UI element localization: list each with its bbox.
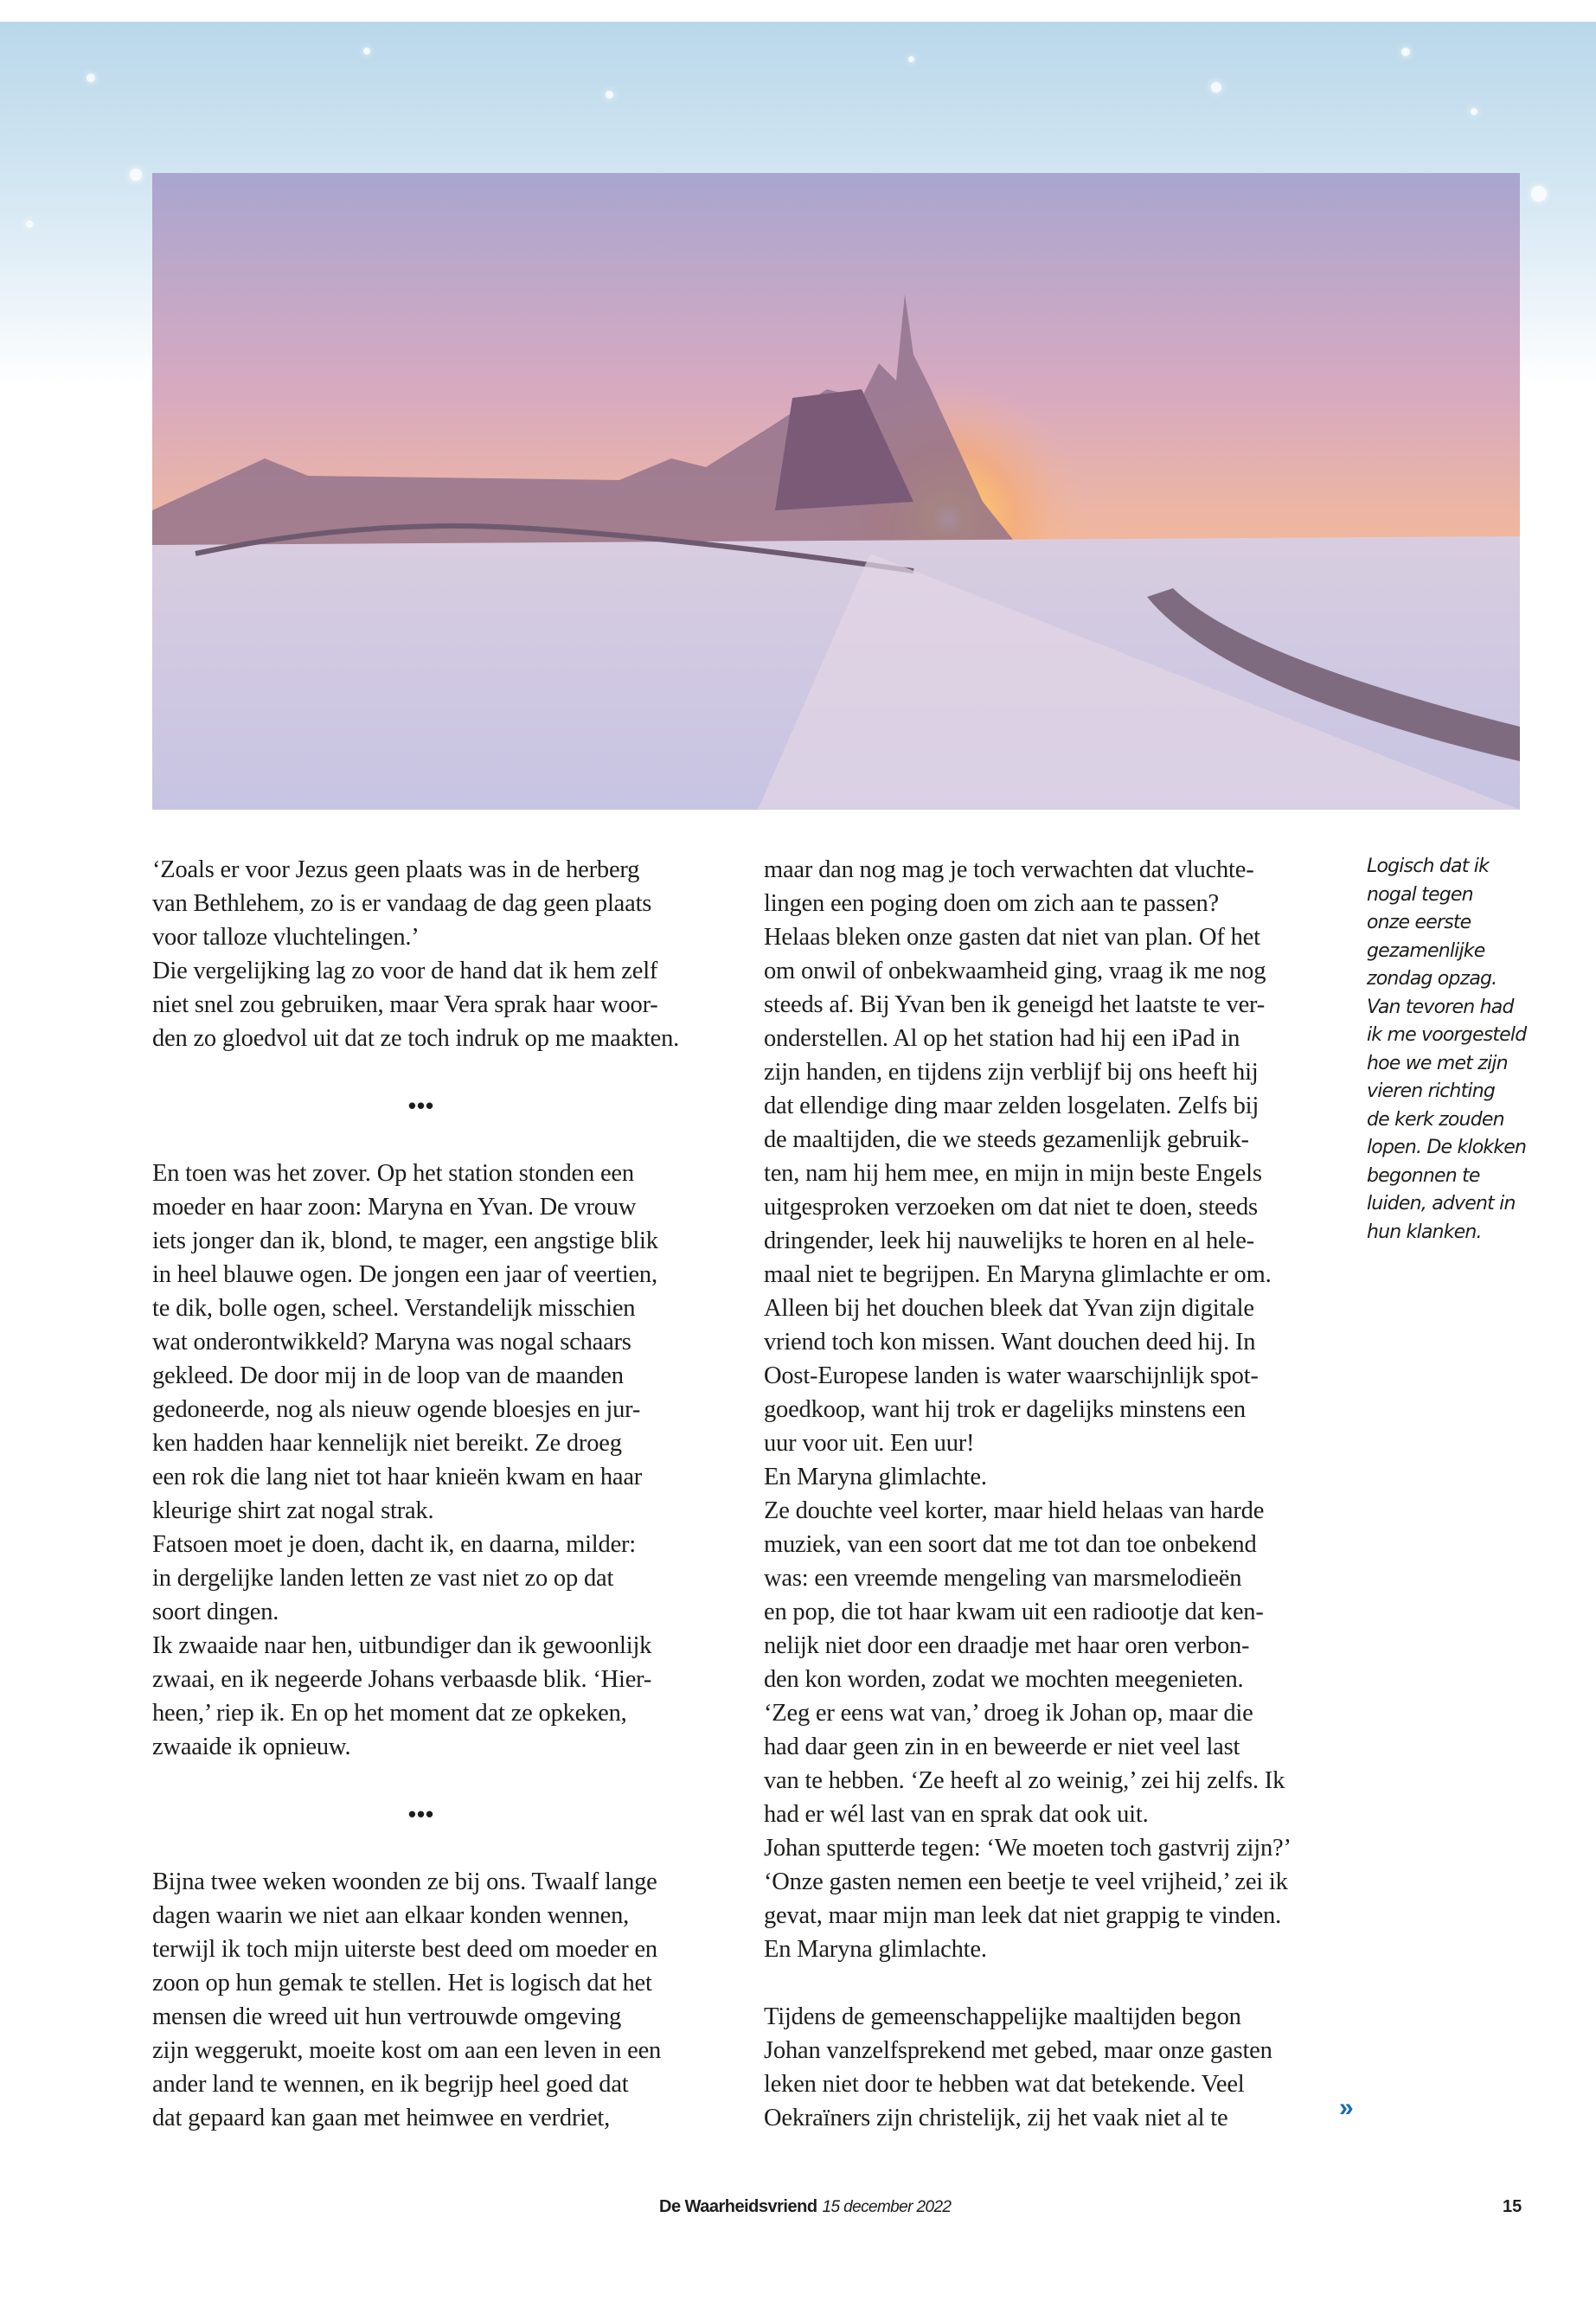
text-line: Alleen bij het douchen bleek dat Yvan zijn digitale xyxy=(764,1295,1254,1322)
quote-line: lopen. De klokken xyxy=(1367,1137,1527,1158)
text-line: zwaaide ik opnieuw. xyxy=(152,1734,351,1760)
quote-line: gezamenlijke xyxy=(1367,939,1485,962)
text-line: gedoneerde, nog als nieuw ogende bloesjes en jur- xyxy=(152,1396,641,1423)
text-line: lingen een poging doen om zich aan te passen? xyxy=(764,890,1219,917)
quote-line: begonnen te xyxy=(1367,1164,1480,1187)
text-line: dringender, leek hij nauwelijks te horen en al hele- xyxy=(764,1227,1254,1254)
blank-line xyxy=(152,1055,690,1089)
text-line: Oekraïners zijn christelijk, zij het vaak niet al te xyxy=(764,2105,1228,2131)
text-line: ‘Zeg er eens wat van,’ droeg ik Johan op, maar die xyxy=(764,1700,1253,1727)
text-line: heen,’ riep ik. En op het moment dat ze opkeken, xyxy=(152,1700,627,1727)
text-line: ‘Onze gasten nemen een beetje te veel vrijheid,’ zei ik xyxy=(764,1868,1288,1895)
snowflake xyxy=(130,169,142,181)
text-line: van te hebben. ‘Ze heeft al zo weinig,’ zei hij zelfs. Ik xyxy=(764,1767,1285,1794)
text-line: van Bethlehem, zo is er vandaag de dag geen plaats xyxy=(152,890,652,917)
snowflake xyxy=(1471,108,1477,115)
page-number: 15 xyxy=(1503,2197,1522,2216)
text-line: niet snel zou gebruiken, maar Vera sprak haar woor- xyxy=(152,991,658,1018)
text-line: nelijk niet door een draadje met haar oren verbon- xyxy=(764,1632,1250,1659)
text-line: vriend toch kon missen. Want douchen deed hij. In xyxy=(764,1329,1256,1356)
text-line: En Maryna glimlachte. xyxy=(764,1936,987,1963)
footer-publication xyxy=(659,2197,951,2217)
text-line: soort dingen. xyxy=(152,1599,279,1625)
magazine-name: De Waarheidsvriend xyxy=(659,2197,817,2216)
text-line: dat gepaard kan gaan met heimwee en verdriet, xyxy=(152,2105,611,2131)
quote-line: onze eerste xyxy=(1367,912,1471,933)
text-line: Tijdens de gemeenschappelijke maaltijden begon xyxy=(764,2003,1241,2030)
blank-line xyxy=(152,1123,690,1157)
text-line: Die vergelijking lag zo voor de hand dat ik hem zelf xyxy=(152,958,658,984)
quote-line: luiden, advent in xyxy=(1367,1193,1516,1215)
text-line: terwijl ik toch mijn uiterste best deed om moeder en xyxy=(152,1936,657,1963)
snowflake xyxy=(606,91,613,99)
text-line: te dik, bolle ogen, scheel. Verstandelijk misschien xyxy=(152,1295,636,1322)
quote-line: hun klanken. xyxy=(1367,1221,1482,1243)
snowflake xyxy=(363,48,370,54)
text-line: ten, nam hij hem mee, en mijn in mijn beste Engels xyxy=(764,1160,1262,1187)
quote-line: hoe we met zijn xyxy=(1367,1052,1508,1074)
sidebar-quote xyxy=(1367,853,1526,1247)
section-separator: ••• xyxy=(407,1801,435,1827)
issue-date: 15 december 2022 xyxy=(822,2198,952,2216)
text-line: muziek, van een soort dat me tot dan toe onbekend xyxy=(764,1531,1257,1558)
text-line: maal niet te begrijpen. En Maryna glimlachte er om. xyxy=(764,1261,1272,1288)
text-line: uur voor uit. Een uur! xyxy=(764,1430,975,1457)
snowflake xyxy=(1531,186,1547,202)
text-line: En toen was het zover. Op het station stonden een xyxy=(152,1160,634,1187)
blank-line xyxy=(152,1831,690,1865)
text-line: uitgesproken verzoeken om dat niet te doen, steeds xyxy=(764,1194,1258,1221)
text-line: Ik zwaaide naar hen, uitbundiger dan ik gewoonlijk xyxy=(152,1632,652,1659)
quote-line: Logisch dat ik xyxy=(1367,856,1490,877)
text-line: Bijna twee weken woonden ze bij ons. Twaalf lange xyxy=(152,1868,657,1895)
section-separator: ••• xyxy=(407,1093,435,1118)
text-line: den zo gloedvol uit dat ze toch indruk op me maakten. xyxy=(152,1025,680,1052)
article-column-1 xyxy=(152,853,690,2135)
text-line: leken niet door te hebben wat dat betekende. Veel xyxy=(764,2071,1245,2098)
text-line: den kon worden, zodat we mochten meegenieten. xyxy=(764,1666,1244,1693)
quote-line: zondag opzag. xyxy=(1367,968,1497,990)
text-line: dat ellendige ding maar zelden losgelaten. Zelfs bij xyxy=(764,1093,1259,1119)
snowflake xyxy=(1211,82,1221,93)
text-line: wat onderontwikkeld? Maryna was nogal schaars xyxy=(152,1329,631,1356)
text-line: steeds af. Bij Yvan ben ik geneigd het laatste te ver- xyxy=(764,991,1266,1018)
text-line: Fatsoen moet je doen, dacht ik, en daarna, milder: xyxy=(152,1531,637,1558)
text-line: onderstellen. Al op het station had hij een iPad in xyxy=(764,1025,1240,1052)
text-line: Oost-Europese landen is water waarschijnlijk spot- xyxy=(764,1362,1259,1389)
text-line: in dergelijke landen letten ze vast niet zo op dat xyxy=(152,1565,614,1592)
text-line: En Maryna glimlachte. xyxy=(764,1464,987,1490)
text-line: voor talloze vluchtelingen.’ xyxy=(152,924,420,951)
article-column-2 xyxy=(764,853,1317,2135)
quote-line: nogal tegen xyxy=(1367,883,1473,906)
text-line: ander land te wennen, en ik begrijp heel goed dat xyxy=(152,2071,629,2098)
text-line: gekleed. De door mij in de loop van de maanden xyxy=(152,1362,624,1389)
blank-line xyxy=(152,1764,690,1798)
text-line: gevat, maar mijn man leek dat niet grappig te vinden. xyxy=(764,1902,1281,1929)
continue-arrow-icon: » xyxy=(1339,2093,1354,2122)
text-line: was: een vreemde mengeling van marsmelodieën xyxy=(764,1565,1242,1592)
winter-church-photo xyxy=(152,173,1520,810)
text-line: Johan sputterde tegen: ‘We moeten toch gastvrij zijn?’ xyxy=(764,1835,1292,1862)
text-line: kleurige shirt zat nogal strak. xyxy=(152,1497,434,1524)
text-line: ‘Zoals er voor Jezus geen plaats was in de herberg xyxy=(152,856,640,883)
text-line: Helaas bleken onze gasten dat niet van plan. Of het xyxy=(764,924,1260,951)
blank-line xyxy=(764,1966,1317,2000)
snowflake xyxy=(1401,48,1410,56)
quote-line: ik me voorgesteld xyxy=(1367,1024,1527,1046)
text-line: zwaai, en ik negeerde Johans verbaasde blik. ‘Hier- xyxy=(152,1666,652,1693)
text-line: had daar geen zin in en beweerde er niet veel last xyxy=(764,1734,1240,1760)
text-line: een rok die lang niet tot haar knieën kwam en haar xyxy=(152,1464,643,1490)
text-line: om onwil of onbekwaamheid ging, vraag ik me nog xyxy=(764,958,1266,984)
text-line: zijn handen, en tijdens zijn verblijf bij ons heeft hij xyxy=(764,1059,1259,1086)
text-line: zoon op hun gemak te stellen. Het is logisch dat het xyxy=(152,1970,652,1997)
text-line: de maaltijden, die we steeds gezamenlijk gebruik- xyxy=(764,1126,1249,1153)
snowflake xyxy=(87,74,95,82)
text-line: Johan vanzelfsprekend met gebed, maar onze gasten xyxy=(764,2037,1272,2064)
snowflake xyxy=(908,56,914,62)
text-line: had er wél last van en sprak dat ook uit. xyxy=(764,1801,1149,1828)
text-line: en pop, die tot haar kwam uit een radiootje dat ken- xyxy=(764,1599,1264,1625)
text-line: in heel blauwe ogen. De jongen een jaar of veertien, xyxy=(152,1261,657,1288)
quote-line: de kerk zouden xyxy=(1367,1108,1504,1131)
quote-line: Van tevoren had xyxy=(1367,996,1514,1018)
text-line: mensen die wreed uit hun vertrouwde omgeving xyxy=(152,2003,622,2030)
text-line: dagen waarin we niet aan elkaar konden wennen, xyxy=(152,1902,630,1929)
text-line: maar dan nog mag je toch verwachten dat vluchte- xyxy=(764,856,1254,883)
quote-line: vieren richting xyxy=(1367,1080,1496,1102)
text-line: ken hadden haar kennelijk niet bereikt. Ze droeg xyxy=(152,1430,622,1457)
text-line: goedkoop, want hij trok er dagelijks minstens een xyxy=(764,1396,1246,1423)
text-line: moeder en haar zoon: Maryna en Yvan. De vrouw xyxy=(152,1194,637,1221)
text-line: iets jonger dan ik, blond, te mager, een angstige blik xyxy=(152,1227,658,1254)
snowflake xyxy=(26,221,33,228)
text-line: zijn weggerukt, moeite kost om aan een leven in een xyxy=(152,2037,662,2064)
text-line: Ze douchte veel korter, maar hield helaas van harde xyxy=(764,1497,1265,1524)
